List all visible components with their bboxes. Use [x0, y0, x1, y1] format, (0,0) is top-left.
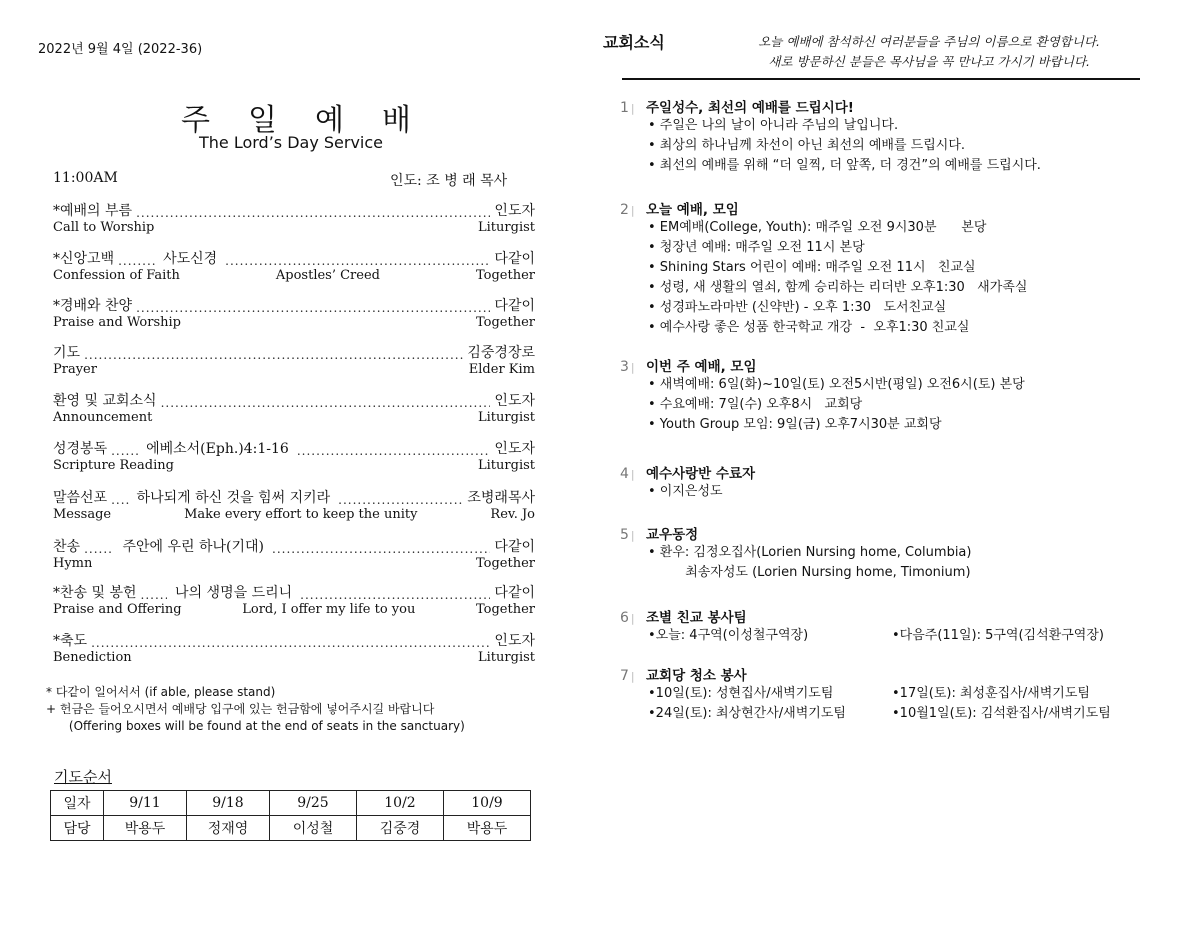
list-item: • Shining Stars 어린이 예배: 매주일 오전 11시 친교실	[648, 260, 976, 275]
order-item-leader: 김중경장로	[467, 345, 535, 361]
order-item-leader: 인도자	[494, 393, 535, 409]
order-item-title: 기도	[53, 345, 81, 361]
order-item-leader: 다같이	[494, 298, 535, 314]
list-item: • 예수사랑 좋은 성품 한국학교 개강 - 오후1:30 친교실	[648, 320, 970, 335]
order-item-leader-english: Elder Kim	[468, 362, 535, 377]
order-item-title: 환영 및 교회소식	[53, 393, 157, 409]
order-item-title-english: Hymn	[53, 556, 93, 571]
table-cell: 박용두	[444, 816, 531, 841]
order-item-leader-english: Rev. Jo	[490, 507, 535, 522]
order-item-leader-english: Liturgist	[478, 650, 535, 665]
order-item-detail: 사도신경	[163, 251, 218, 267]
order-item	[53, 438, 535, 475]
order-item-title-english: Praise and Worship	[53, 315, 181, 330]
welcome-line-1: 오늘 예배에 참석하신 여러분들을 주님의 이름으로 환영합니다.	[758, 34, 1100, 49]
list-item: • 이지은성도	[648, 484, 723, 499]
table-cell: 10/2	[357, 791, 444, 816]
order-item-title-english: Message	[53, 507, 112, 522]
order-item	[53, 487, 535, 524]
table-cell: 10/9	[444, 791, 531, 816]
list-item: • 청장년 예배: 매주일 오전 11시 본당	[648, 240, 865, 255]
church-news-title: 교회소식	[603, 33, 665, 52]
order-item-leader-english: Liturgist	[478, 220, 535, 235]
list-item: • 새벽예배: 6일(화)~10일(토) 오전5시반(평일) 오전6시(토) 본당	[648, 377, 1025, 392]
table-cell: 박용두	[104, 816, 187, 841]
list-item: • 최선의 예배를 위해 “더 일찍, 더 앞쪽, 더 경건”의 예배를 드립시다.	[648, 158, 1041, 173]
section-title: 주일성수, 최선의 예배를 드립시다!	[646, 100, 854, 116]
list-item: • Youth Group 모임: 9일(금) 오후7시30분 교회당	[648, 417, 942, 432]
order-item-detail-english: Apostles’ Creed	[275, 268, 380, 283]
bulletin-date: 2022년 9월 4일 (2022-36)	[38, 42, 203, 57]
section-title: 오늘 예배, 모임	[646, 202, 739, 218]
order-item-detail-english: Lord, I offer my life to you	[242, 602, 416, 617]
order-item-leader-english: Together	[475, 602, 535, 617]
news-section	[620, 606, 1180, 646]
table-cell: 9/25	[270, 791, 357, 816]
news-section	[620, 664, 1180, 724]
list-item: • 성경파노라마반 (신약반) - 오후 1:30 도서친교실	[648, 300, 947, 315]
list-item: •10일(토): 성현집사/새벽기도팀	[648, 686, 834, 701]
welcome-line-2: 새로 방문하신 분들은 목사님을 꼭 만나고 가시기 바랍니다.	[768, 54, 1090, 69]
order-item-title-english: Confession of Faith	[53, 268, 180, 283]
list-item: • 성령, 새 생활의 열쇠, 함께 승리하는 리더반 오후1:30 새가족실	[648, 280, 1028, 295]
section-number: 4 |	[620, 466, 646, 482]
list-item: • 주일은 나의 날이 아니라 주님의 날입니다.	[648, 118, 899, 133]
order-item-leader-english: Together	[475, 556, 535, 571]
service-title-korean: 주일예배	[181, 103, 449, 138]
list-row	[620, 626, 1180, 646]
order-item-leader-english: Together	[475, 315, 535, 330]
order-item-title-english: Benediction	[53, 650, 132, 665]
news-section	[620, 355, 1180, 435]
section-number: 3 |	[620, 359, 646, 375]
order-item-title: 성경봉독	[53, 441, 108, 457]
table-cell: 일자	[51, 791, 104, 816]
order-item-detail: 나의 생명을 드리니	[175, 585, 293, 601]
table-cell: 김중경	[357, 816, 444, 841]
section-title: 예수사랑반 수료자	[646, 466, 756, 482]
list-item: •오늘: 4구역(이성철구역장)	[648, 628, 809, 643]
list-row	[620, 704, 1180, 724]
order-item	[53, 342, 535, 379]
section-number: 1 |	[620, 100, 646, 116]
list-item: • 수요예배: 7일(수) 오후8시 교회당	[648, 397, 863, 412]
service-time: 11:00AM	[53, 170, 118, 186]
welcome-message	[690, 32, 1100, 72]
order-item	[53, 390, 535, 427]
order-item-detail: 에베소서(Eph.)4:1-16	[146, 441, 289, 457]
order-item-leader-english: Together	[475, 268, 535, 283]
list-row	[620, 684, 1180, 704]
section-number: 2 |	[620, 202, 646, 218]
order-item-leader: 인도자	[494, 203, 535, 219]
news-section	[620, 198, 1180, 338]
order-item	[53, 536, 535, 573]
table-cell: 9/18	[187, 791, 270, 816]
prayer-schedule-table	[50, 790, 531, 841]
order-item-title: 찬송	[53, 539, 81, 555]
news-section	[620, 523, 1180, 583]
service-notes	[46, 684, 465, 735]
order-item-leader: 다같이	[494, 251, 535, 267]
service-title-english: The Lord’s Day Service	[198, 133, 384, 152]
section-title: 조별 친교 봉사팀	[646, 610, 747, 626]
order-item-detail: 주안에 우린 하나(기대)	[122, 539, 265, 555]
table-cell: 이성철	[270, 816, 357, 841]
order-item-leader: 다같이	[494, 539, 535, 555]
section-title: 이번 주 예배, 모임	[646, 359, 757, 375]
prayer-date-row	[51, 791, 531, 816]
order-item-leader-english: Liturgist	[478, 458, 535, 473]
list-item: •다음주(11일): 5구역(김석환구역장)	[892, 628, 1104, 643]
order-item-detail: 하나되게 하신 것을 힘써 지키라	[136, 490, 331, 506]
list-item: 최송자성도 (Lorien Nursing home, Timonium)	[648, 565, 971, 580]
list-item: • 최상의 하나님께 차선이 아닌 최선의 예배를 드립시다.	[648, 138, 966, 153]
note-offering: + 헌금은 들어오시면서 예배당 입구에 있는 헌금함에 넣어주시길 바랍니다	[46, 702, 435, 716]
order-item	[53, 295, 535, 332]
note-stand: * 다같이 일어서서 (if able, please stand)	[46, 685, 276, 699]
order-item-title-english: Scripture Reading	[53, 458, 174, 473]
service-leader: 인도: 조 병 래 목사	[390, 173, 508, 189]
order-item-leader: 다같이	[494, 585, 535, 601]
order-item	[53, 630, 535, 667]
section-title: 교회당 청소 봉사	[646, 668, 747, 684]
order-item	[53, 200, 535, 237]
prayer-schedule-title: 기도순서	[54, 768, 112, 786]
section-title: 교우동정	[646, 527, 699, 543]
order-item-leader: 인도자	[494, 633, 535, 649]
note-offering-english: (Offering boxes will be found at the end of seats in the sanctuary)	[46, 719, 465, 733]
order-item-leader: 인도자	[494, 441, 535, 457]
order-item	[53, 248, 535, 285]
order-item-leader-english: Liturgist	[478, 410, 535, 425]
order-item-title-english: Praise and Offering	[53, 602, 182, 617]
list-item: •17일(토): 최성훈집사/새벽기도팀	[892, 686, 1090, 701]
table-cell: 정재영	[187, 816, 270, 841]
table-cell: 9/11	[104, 791, 187, 816]
news-section	[620, 462, 1180, 502]
order-item-title: *축도	[53, 633, 88, 649]
table-cell: 담당	[51, 816, 104, 841]
list-item: • 환우: 김정오집사(Lorien Nursing home, Columbia)	[648, 545, 972, 560]
order-item-title: 말씀선포	[53, 490, 108, 506]
order-item-detail-english: Make every effort to keep the unity	[184, 507, 418, 522]
list-item: •24일(토): 최상현간사/새벽기도팀	[648, 706, 846, 721]
order-item-title-english: Announcement	[53, 410, 153, 425]
order-item-title-english: Prayer	[53, 362, 97, 377]
prayer-leader-row	[51, 816, 531, 841]
order-item	[53, 582, 535, 619]
order-item-title-english: Call to Worship	[53, 220, 155, 235]
section-number: 6 |	[620, 610, 646, 626]
list-item: •10월1일(토): 김석환집사/새벽기도팀	[892, 706, 1111, 721]
list-item: • EM예배(College, Youth): 매주일 오전 9시30분 본당	[648, 220, 987, 235]
order-item-title: *경배와 찬양	[53, 298, 133, 314]
order-item-leader: 조병래목사	[467, 490, 535, 506]
news-section	[620, 96, 1180, 176]
order-item-title: *예배의 부름	[53, 203, 133, 219]
order-item-title: *찬송 및 봉헌	[53, 585, 137, 601]
section-number: 5 |	[620, 527, 646, 543]
divider	[622, 78, 1140, 80]
section-number: 7 |	[620, 668, 646, 684]
order-item-title: *신앙고백	[53, 251, 115, 267]
